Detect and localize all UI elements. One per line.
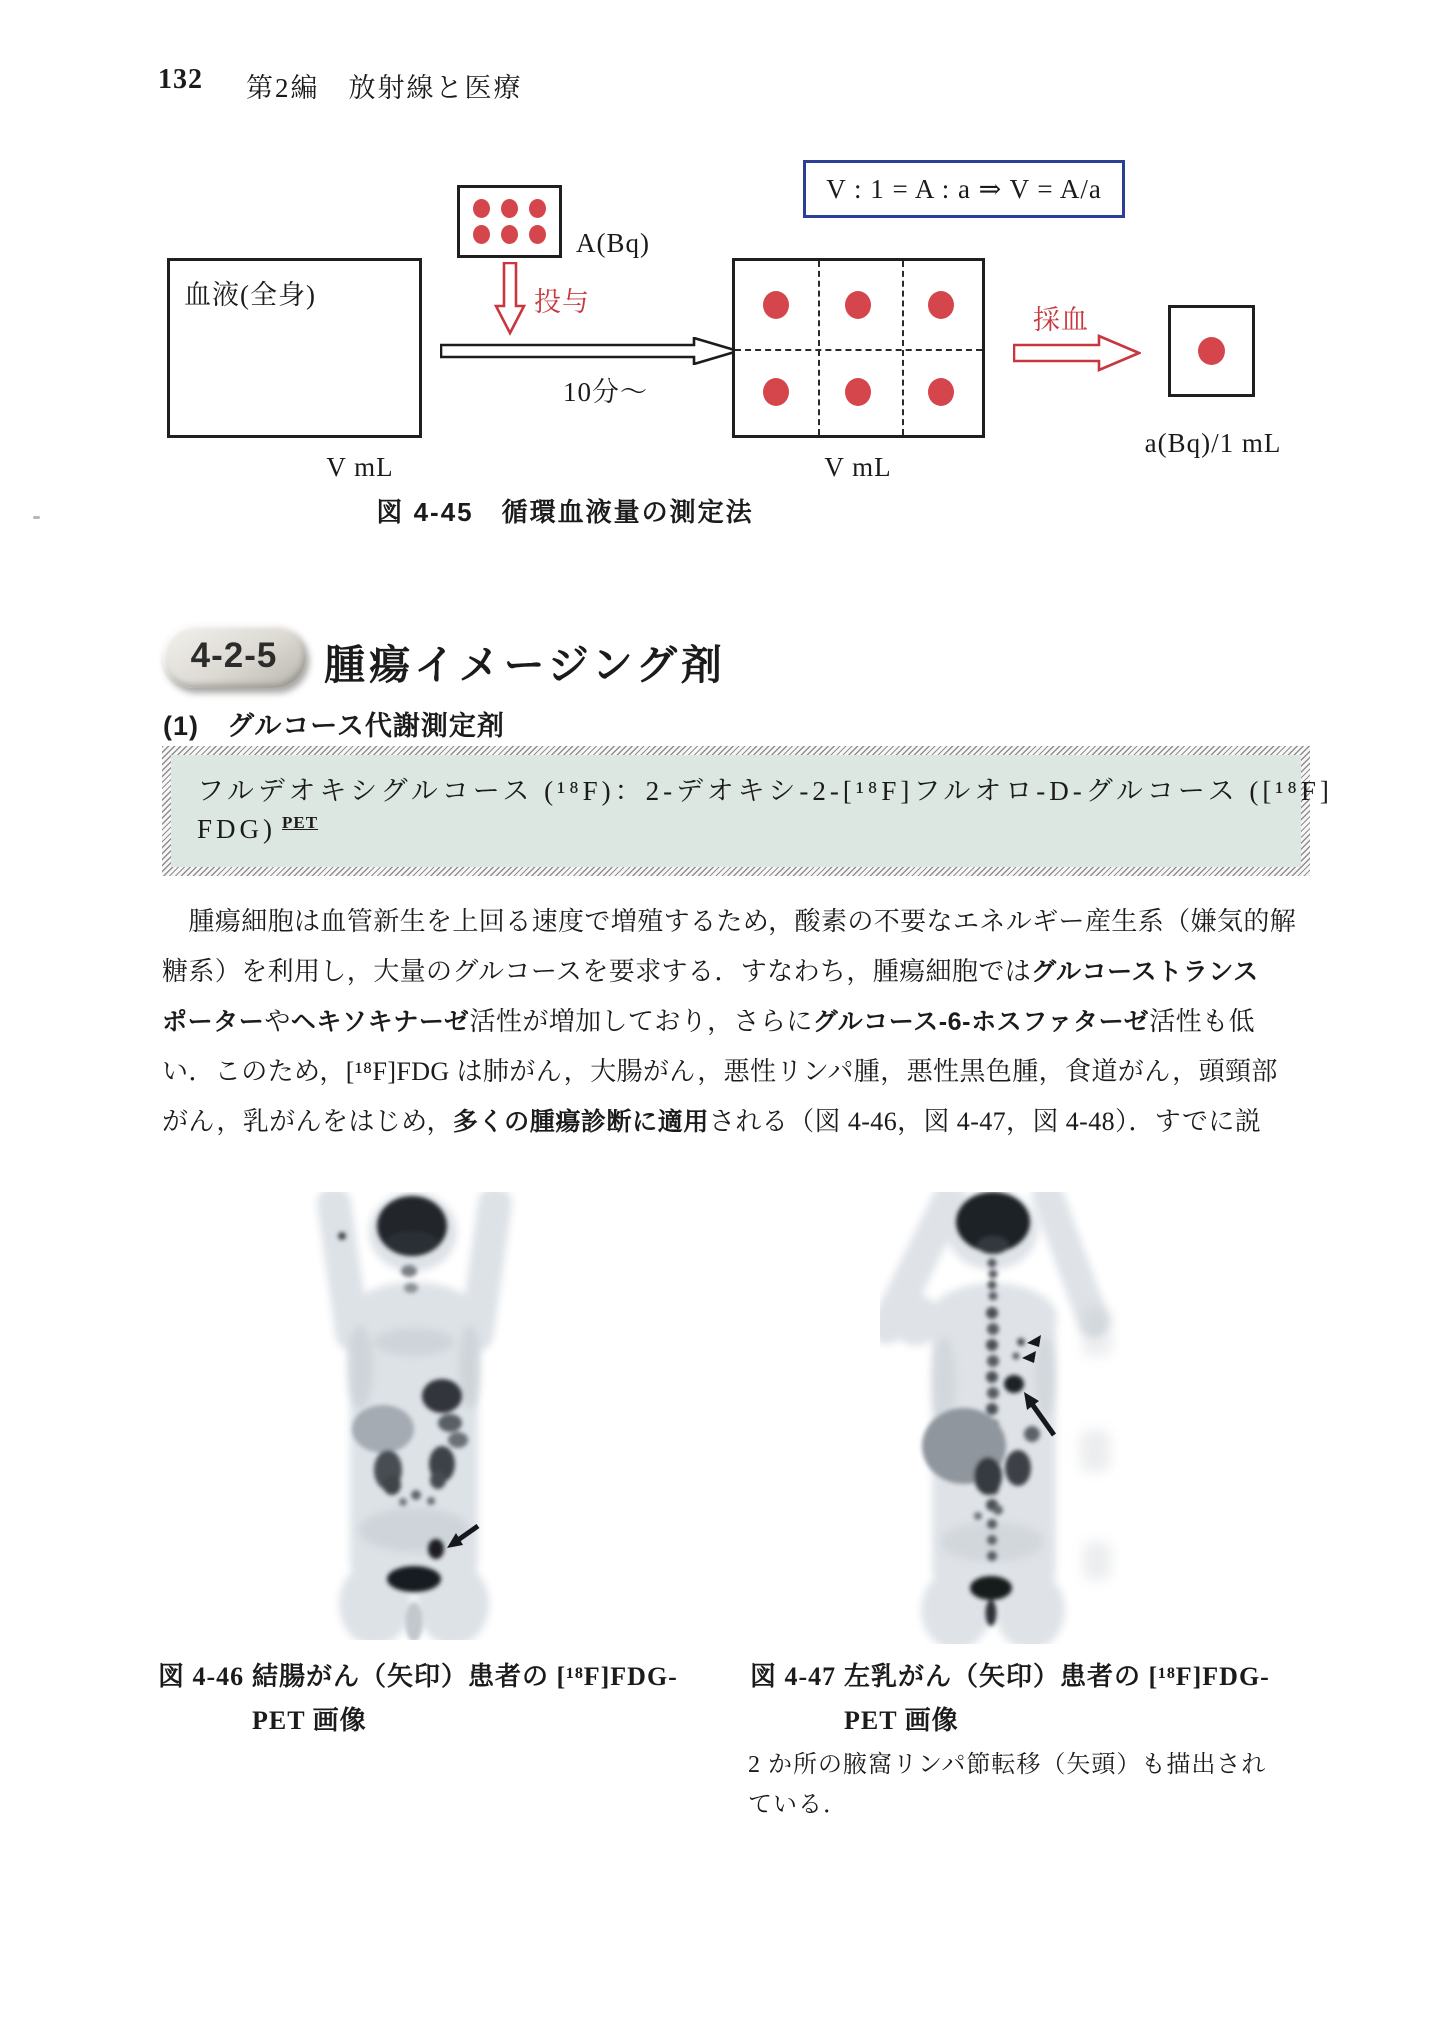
inject-arrow-icon (494, 262, 526, 336)
pet-scan-image-fig46 (300, 1192, 530, 1640)
figure-label: 図 4-46 (158, 1662, 245, 1691)
caption-line: 左乳がん（矢印）患者の [¹⁸F]FDG- (844, 1662, 1270, 1691)
formula-box (803, 160, 1125, 218)
figure-4-45-caption: 図 4-45 循環血液量の測定法 (376, 497, 754, 527)
tracer-dot (473, 225, 490, 244)
section-number: 4-2-5 (190, 636, 278, 675)
caption-note-line: 2 か所の腋窩リンパ節転移（矢頭）も描出され (748, 1752, 1267, 1778)
tracer-dot (845, 291, 871, 319)
running-header: 第2編 放射線と医療 (246, 73, 523, 103)
definition-line2: FDG) (197, 814, 277, 844)
tracer-dot (763, 378, 789, 406)
sample-box (1168, 305, 1255, 397)
section-number-badge (162, 624, 306, 688)
caption-line: PET 画像 (844, 1706, 959, 1735)
paragraph-line: 糖系）を利用し，大量のグルコースを要求する．すなわち，腫瘍細胞ではグルコーストランス (162, 957, 1259, 986)
definition-box (162, 746, 1333, 876)
subsection-title: (1) グルコース代謝測定剤 (163, 711, 505, 741)
tracer-source-box (457, 185, 562, 258)
blood-volume-label: V mL (326, 452, 394, 482)
blood-box-label: 血液(全身) (184, 280, 316, 310)
tracer-dot (529, 225, 546, 244)
inject-label: 投与 (534, 287, 590, 317)
figure-label: 図 4-47 (750, 1662, 837, 1691)
pet-superscript-tag: PET (282, 813, 319, 832)
section-title: 腫瘍イメージング剤 (324, 642, 726, 688)
time-arrow-icon (440, 337, 740, 365)
tracer-dot (501, 199, 518, 218)
tracer-dot (1198, 337, 1225, 365)
formula-text: V : 1 = A : a ⇒ V = A/a (826, 173, 1102, 204)
tracer-dot (928, 378, 954, 406)
page-bleedthrough-marks (1080, 1308, 1112, 1580)
caption-line: PET 画像 (252, 1706, 367, 1735)
paragraph-line: い．このため，[¹⁸F]FDG は肺がん，大腸がん，悪性リンパ腫，悪性黒色腫，食道がん，頭頸部 (162, 1057, 1278, 1086)
definition-line1: フルデオキシグルコース (¹⁸F)：2-デオキシ-2-[¹⁸F]フルオロ-D-グルコース ([¹⁸F] (197, 776, 1333, 806)
tracer-dot (763, 291, 789, 319)
page-number: 132 (158, 64, 203, 95)
sampling-arrow-icon (1013, 332, 1141, 374)
time-label: 10分～ (563, 377, 648, 407)
tracer-dot (845, 378, 871, 406)
tracer-dot (928, 291, 954, 319)
paragraph-line: ポーターやヘキソキナーゼ活性が増加しており，さらにグルコース-6-ホスファターゼ活性も低 (162, 1007, 1255, 1036)
sample-unit-label: a(Bq)/1 mL (1144, 428, 1282, 458)
pet-scan-image-fig47 (880, 1192, 1120, 1644)
blood-box (167, 258, 422, 438)
mid-volume-label: V mL (824, 452, 892, 482)
caption-line: 結腸がん（矢印）患者の [¹⁸F]FDG- (252, 1662, 678, 1691)
tracer-dot (529, 199, 546, 218)
tracer-dot (473, 199, 490, 218)
distributed-blood-box (732, 258, 985, 438)
caption-note-line: ている． (748, 1792, 848, 1818)
definition-box-content (171, 755, 1333, 867)
tracer-dot (501, 225, 518, 244)
margin-mark (33, 516, 40, 519)
paragraph-line: 腫瘍細胞は血管新生を上回る速度で増殖するため，酸素の不要なエネルギー産生系（嫌気的解 (162, 907, 1297, 936)
sampling-label: 採血 (1033, 305, 1089, 335)
paragraph-line: がん，乳がんをはじめ，多くの腫瘍診断に適用される（図 4-46，図 4-47，図 4-48）．すでに説 (162, 1107, 1262, 1136)
activity-label: A(Bq) (576, 228, 650, 258)
